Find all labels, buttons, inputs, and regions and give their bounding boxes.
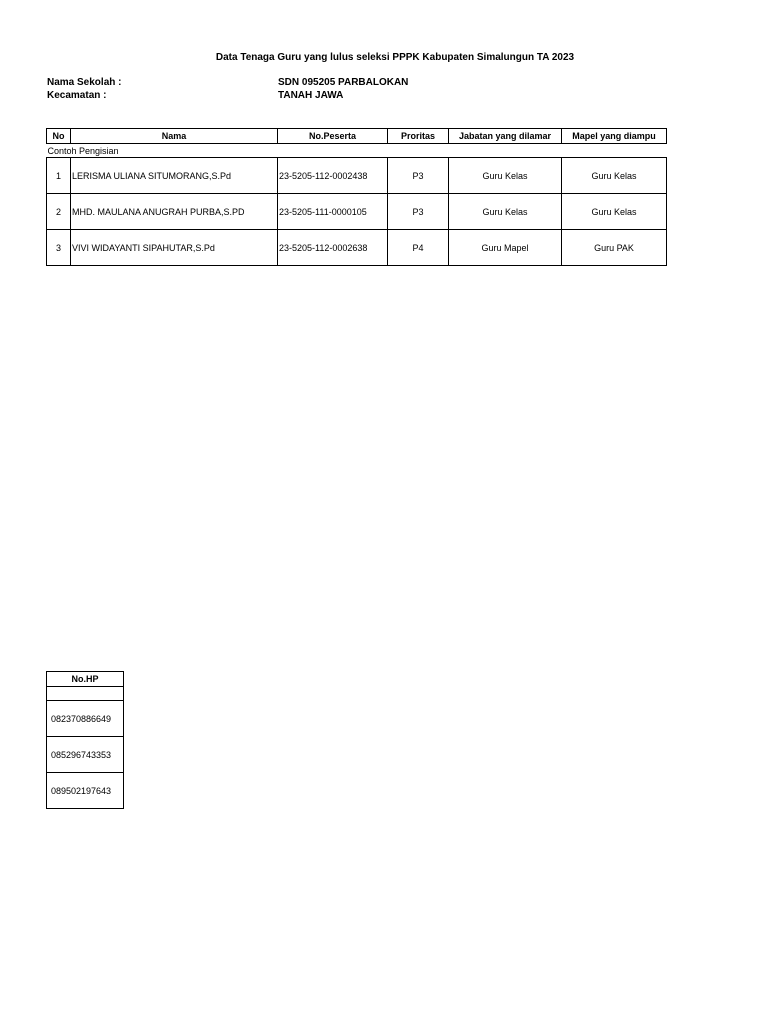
cell-jabatan: Guru Kelas xyxy=(449,158,562,194)
district-label: Kecamatan : xyxy=(47,90,107,101)
cell-prioritas: P4 xyxy=(388,230,449,266)
cell-mapel: Guru Kelas xyxy=(562,158,667,194)
school-label: Nama Sekolah : xyxy=(47,77,122,88)
header-no: No xyxy=(47,129,71,144)
cell-prioritas: P3 xyxy=(388,194,449,230)
example-row xyxy=(47,144,667,158)
cell-no: 2 xyxy=(47,194,71,230)
cell-jabatan: Guru Kelas xyxy=(449,194,562,230)
cell-jabatan: Guru Mapel xyxy=(449,230,562,266)
header-nama: Nama xyxy=(71,129,278,144)
cell-no-peserta: 23-5205-111-0000105 xyxy=(278,194,388,230)
table-header-row xyxy=(47,129,667,144)
cell-no: 3 xyxy=(47,230,71,266)
header-jabatan: Jabatan yang dilamar xyxy=(449,129,562,144)
cell-phone: 085296743353 xyxy=(47,737,124,773)
cell-no-peserta: 23-5205-112-0002638 xyxy=(278,230,388,266)
cell-nama: VIVI WIDAYANTI SIPAHUTAR,S.Pd xyxy=(71,230,278,266)
table-row xyxy=(47,194,667,230)
example-label: Contoh Pengisian xyxy=(47,144,667,158)
cell-phone: 082370886649 xyxy=(47,701,124,737)
cell-mapel: Guru PAK xyxy=(562,230,667,266)
cell-no-peserta: 23-5205-112-0002438 xyxy=(278,158,388,194)
table-row xyxy=(47,773,124,809)
teacher-table xyxy=(46,128,667,266)
phone-blank-cell xyxy=(47,687,124,701)
table-row xyxy=(47,230,667,266)
table-row xyxy=(47,158,667,194)
phone-header-row xyxy=(47,672,124,687)
cell-mapel: Guru Kelas xyxy=(562,194,667,230)
header-no-peserta: No.Peserta xyxy=(278,129,388,144)
header-mapel: Mapel yang diampu xyxy=(562,129,667,144)
cell-prioritas: P3 xyxy=(388,158,449,194)
district-value: TANAH JAWA xyxy=(278,90,344,101)
cell-no: 1 xyxy=(47,158,71,194)
phone-blank-row xyxy=(47,687,124,701)
document-title: Data Tenaga Guru yang lulus seleksi PPPK Kabupaten Simalungun TA 2023 xyxy=(215,52,575,63)
school-value: SDN 095205 PARBALOKAN xyxy=(278,77,409,88)
header-no-hp: No.HP xyxy=(47,672,124,687)
table-row xyxy=(47,701,124,737)
cell-nama: MHD. MAULANA ANUGRAH PURBA,S.PD xyxy=(71,194,278,230)
header-prioritas: Proritas xyxy=(388,129,449,144)
cell-phone: 089502197643 xyxy=(47,773,124,809)
cell-nama: LERISMA ULIANA SITUMORANG,S.Pd xyxy=(71,158,278,194)
table-row xyxy=(47,737,124,773)
phone-table xyxy=(46,671,124,809)
